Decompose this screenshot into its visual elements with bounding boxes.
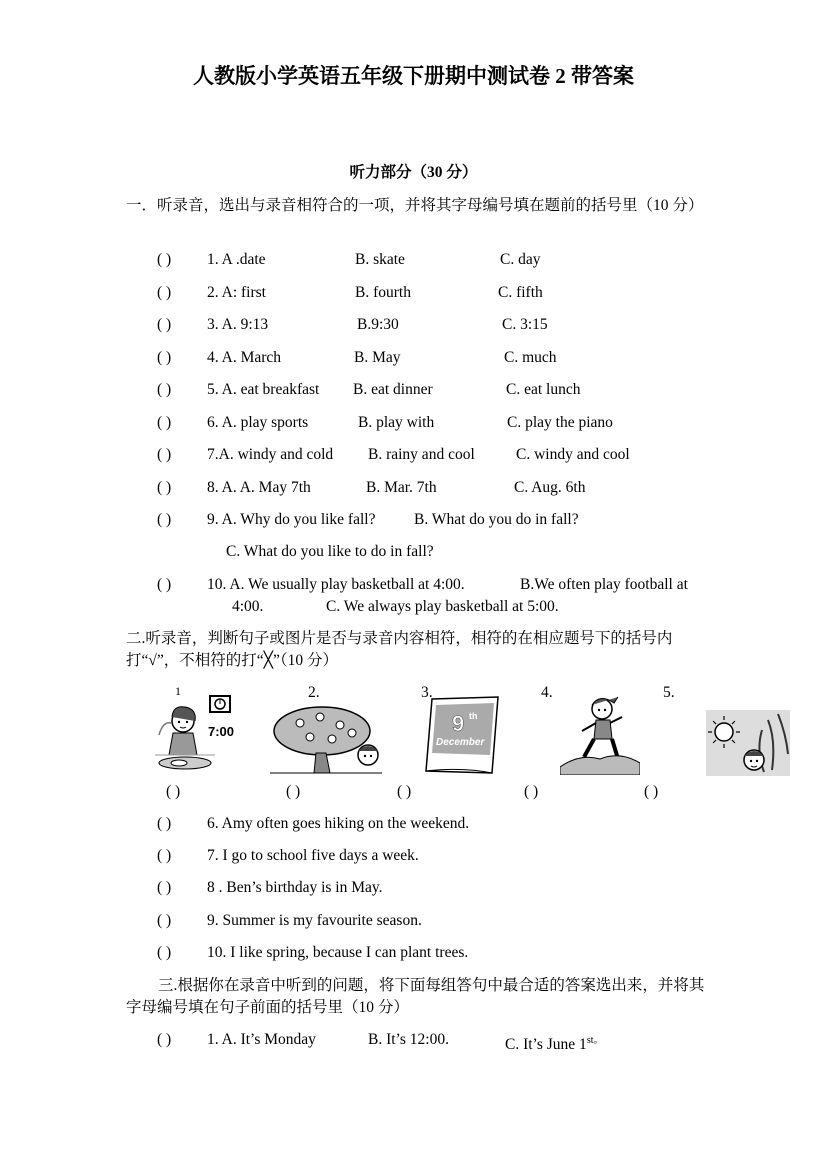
option-b: B.9:30 bbox=[357, 316, 399, 333]
option-b: B.We often play football at bbox=[520, 576, 688, 593]
answer-paren[interactable]: ( ) bbox=[157, 446, 172, 463]
clock-time-label: 7:00 bbox=[208, 724, 235, 739]
option-a: 8. A. A. May 7th bbox=[207, 479, 311, 496]
document-title: 人教版小学英语五年级下册期中测试卷 2 带答案 bbox=[193, 64, 634, 88]
option-b-continued: 4:00. bbox=[232, 598, 264, 615]
option-c-superscript: st。 bbox=[586, 1035, 604, 1046]
picture-answer-paren-2[interactable]: ( ) bbox=[286, 783, 301, 800]
option-c: C. windy and cool bbox=[516, 446, 630, 463]
option-a: 1. A .date bbox=[207, 251, 266, 268]
answer-paren[interactable]: ( ) bbox=[157, 511, 172, 528]
calendar-page-picture bbox=[422, 695, 502, 775]
option-a: 2. A: first bbox=[207, 284, 266, 301]
option-a: 10. A. We usually play basketball at 4:00. bbox=[207, 576, 465, 593]
answer-paren[interactable]: ( ) bbox=[157, 847, 172, 864]
answer-paren[interactable]: ( ) bbox=[157, 1031, 172, 1048]
answer-paren[interactable]: ( ) bbox=[157, 316, 172, 333]
hiking-girl-picture bbox=[560, 693, 640, 775]
option-a: 4. A. March bbox=[207, 349, 282, 366]
option-b: B. fourth bbox=[355, 284, 411, 301]
option-a: 5. A. eat breakfast bbox=[207, 381, 320, 398]
girl-eating-breakfast-picture bbox=[155, 693, 250, 775]
sentence-text: 9. Summer is my favourite season. bbox=[207, 912, 422, 929]
answer-paren[interactable]: ( ) bbox=[157, 349, 172, 366]
picture-answer-paren-3[interactable]: ( ) bbox=[397, 783, 412, 800]
answer-paren[interactable]: ( ) bbox=[157, 381, 172, 398]
option-b: B. rainy and cool bbox=[368, 446, 475, 463]
option-b: B. eat dinner bbox=[353, 381, 433, 398]
answer-paren[interactable]: ( ) bbox=[157, 879, 172, 896]
answer-paren[interactable]: ( ) bbox=[157, 815, 172, 832]
option-b: B. It’s 12:00. bbox=[368, 1031, 449, 1048]
calendar-day: 9 bbox=[452, 711, 465, 736]
tree-planting-picture bbox=[270, 703, 382, 775]
option-c: C. day bbox=[500, 251, 541, 268]
option-c-text: C. It’s June 1 bbox=[505, 1036, 587, 1054]
option-a: 9. A. Why do you like fall? bbox=[207, 511, 376, 528]
picture-answer-paren-4[interactable]: ( ) bbox=[524, 783, 539, 800]
sentence-text: 10. I like spring, because I can plant trees. bbox=[207, 944, 469, 961]
option-c: C. What do you like to do in fall? bbox=[226, 543, 434, 560]
answer-paren[interactable]: ( ) bbox=[157, 576, 172, 593]
calendar-day-suffix: th bbox=[469, 711, 478, 721]
part2-instruction: 二.听录音，判断句子或图片是否与录音内容相符，相符的在相应题号下的括号内打“√”，不相符的打“╳”（10 分） bbox=[126, 630, 673, 669]
calendar-month: December bbox=[436, 737, 485, 748]
sentence-text: 7. I go to school five days a week. bbox=[207, 847, 419, 864]
option-c: C. play the piano bbox=[507, 414, 613, 431]
option-a: 1. A. It’s Monday bbox=[207, 1031, 316, 1048]
picture-answer-paren-1[interactable]: ( ) bbox=[166, 783, 181, 800]
listening-section-title: 听力部分（30 分） bbox=[349, 164, 478, 181]
picture-answer-paren-5[interactable]: ( ) bbox=[644, 783, 659, 800]
option-b: B. play with bbox=[358, 414, 435, 431]
option-a: 7.A. windy and cold bbox=[207, 446, 334, 463]
option-b: B. May bbox=[354, 349, 401, 366]
picture-number-1: 1 bbox=[175, 684, 181, 698]
picture-number-5: 5. bbox=[663, 684, 675, 701]
answer-paren[interactable]: ( ) bbox=[157, 251, 172, 268]
part1-instruction: 一．听录音，选出与录音相符合的一项，并将其字母编号填在题前的括号里（10 分） bbox=[126, 197, 704, 214]
option-b: B. skate bbox=[355, 251, 405, 268]
option-c: C. eat lunch bbox=[506, 381, 581, 398]
sentence-text: 8 . Ben’s birthday is in May. bbox=[207, 879, 383, 896]
option-c: C. fifth bbox=[498, 284, 543, 301]
answer-paren[interactable]: ( ) bbox=[157, 284, 172, 301]
option-a: 3. A. 9:13 bbox=[207, 316, 269, 333]
option-c: C. 3:15 bbox=[502, 316, 548, 333]
answer-paren[interactable]: ( ) bbox=[157, 414, 172, 431]
answer-paren[interactable]: ( ) bbox=[157, 479, 172, 496]
sentence-text: 6. Amy often goes hiking on the weekend. bbox=[207, 815, 470, 832]
option-b: B. Mar. 7th bbox=[366, 479, 437, 496]
option-c: C. much bbox=[504, 349, 557, 366]
option-c bbox=[505, 1031, 603, 1054]
picture-number-2: 2. bbox=[308, 684, 320, 701]
answer-paren[interactable]: ( ) bbox=[157, 944, 172, 961]
option-c: C. We always play basketball at 5:00. bbox=[326, 598, 559, 615]
option-c: C. Aug. 6th bbox=[514, 479, 586, 496]
part3-instruction: 三.根据你在录音中听到的问题，将下面每组答句中最合适的答案选出来，并将其字母编号填在句子前面的括号里（10 分） bbox=[126, 977, 705, 1016]
picture-number-3: 3. bbox=[421, 684, 433, 701]
hot-sunny-day-picture bbox=[706, 710, 790, 776]
option-b: B. What do you do in fall? bbox=[414, 511, 579, 528]
answer-paren[interactable]: ( ) bbox=[157, 912, 172, 929]
option-a: 6. A. play sports bbox=[207, 414, 309, 431]
picture-number-4: 4. bbox=[541, 684, 553, 701]
